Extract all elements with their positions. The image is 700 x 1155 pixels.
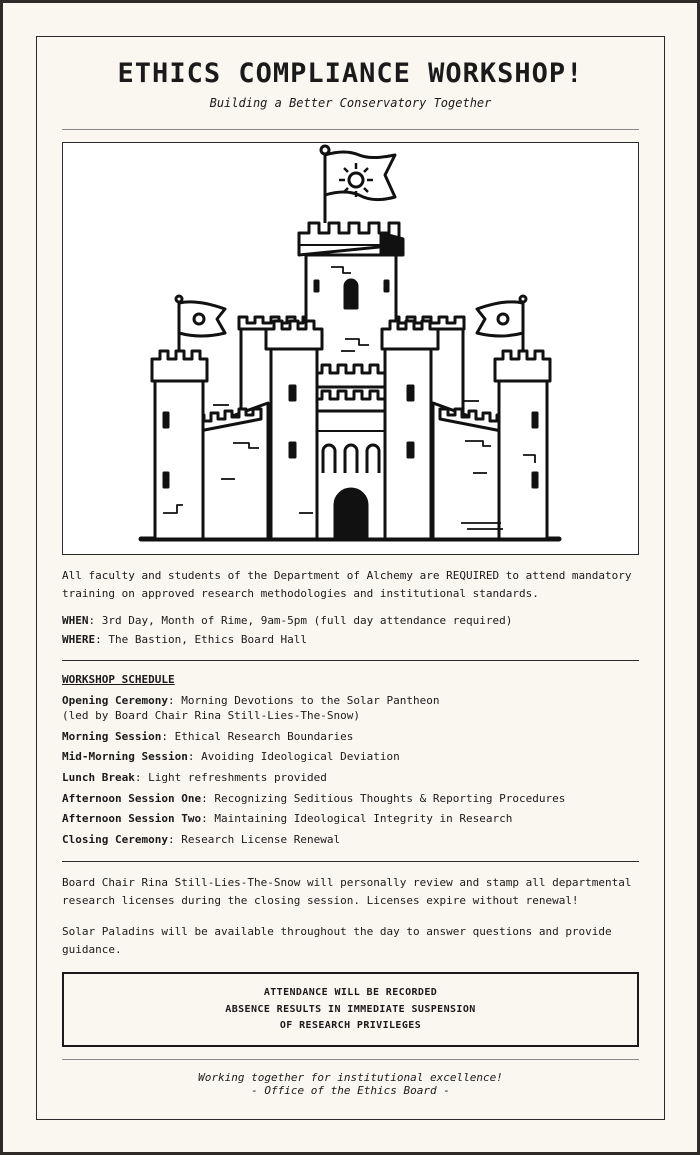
footer-signature: - Office of the Ethics Board - [251,1083,450,1097]
where-line: WHERE: The Bastion, Ethics Board Hall [62,633,308,646]
castle-icon [63,143,638,554]
schedule-item: Afternoon Session Two: Maintaining Ideological Integrity in Research [62,812,513,825]
schedule-item: Opening Ceremony: Morning Devotions to the Solar Pantheon [62,694,440,707]
schedule-item-value: Maintaining Ideological Integrity in Research [214,812,513,825]
schedule-item: Morning Session: Ethical Research Boundaries [62,730,354,743]
attendance-notice [62,972,639,1047]
schedule-item-label: Lunch Break [62,771,135,784]
schedule-item: Closing Ceremony: Research License Renewal [62,833,341,846]
when-label: WHEN [62,614,89,627]
schedule-heading: WORKSHOP SCHEDULE [62,673,175,686]
when-value: 3rd Day, Month of Rime, 9am-5pm (full day attendance required) [101,614,513,627]
where-value: The Bastion, Ethics Board Hall [108,633,308,646]
paladins-paragraph: Solar Paladins will be available throughout the day to answer questions and provide guidance. [62,925,612,956]
divider [62,1059,639,1060]
schedule-item-value: Ethical Research Boundaries [174,730,354,743]
schedule-item-note: (led by Board Chair Rina Still-Lies-The-Snow) [62,709,361,722]
schedule-item-value: Recognizing Seditious Thoughts & Reporting Procedures [214,792,566,805]
divider [62,861,639,862]
schedule-item-label: Mid-Morning Session [62,750,188,763]
schedule-item-label: Opening Ceremony [62,694,168,707]
intro-text: All faculty and students of the Department of Alchemy are REQUIRED to attend mandatory training on approved research methodologies and institutional standards. [62,569,632,600]
page-title: ETHICS COMPLIANCE WORKSHOP! [117,58,584,89]
divider [62,129,639,130]
schedule-item-value: Morning Devotions to the Solar Pantheon [181,694,440,707]
schedule-item-value: Light refreshments provided [148,771,327,784]
notice-line: ATTENDANCE WILL BE RECORDED [263,987,438,998]
schedule-item-label: Afternoon Session One [62,792,202,805]
notice-line: ABSENCE RESULTS IN IMMEDIATE SUSPENSION [225,1003,476,1015]
schedule-item: Mid-Morning Session: Avoiding Ideological Deviation [62,750,400,763]
page-subtitle: Building a Better Conservatory Together [209,96,492,110]
poster-page [3,3,697,1152]
castle-illustration [62,142,639,555]
divider [62,660,639,661]
schedule-item-value: Avoiding Ideological Deviation [201,750,400,763]
where-label: WHERE [62,633,96,646]
notice-line: OF RESEARCH PRIVILEGES [279,1020,422,1031]
schedule-item-label: Morning Session [62,730,162,743]
schedule-item-label: Afternoon Session Two [62,812,202,825]
schedule-item: Afternoon Session One: Recognizing Seditious Thoughts & Reporting Procedures [62,792,566,805]
footer [62,1072,639,1097]
schedule-item-value: Research License Renewal [181,833,341,846]
schedule-item: Lunch Break: Light refreshments provided [62,771,327,784]
license-paragraph: Board Chair Rina Still-Lies-The-Snow will personally review and stamp all departmental research licenses during the closing session. Licenses expire without renewal! [62,876,632,907]
footer-tagline: Working together for institutional excellence! [198,1071,503,1084]
when-line: WHEN: 3rd Day, Month of Rime, 9am-5pm (full day attendance required) [62,614,513,627]
schedule-item-label: Closing Ceremony [62,833,168,846]
